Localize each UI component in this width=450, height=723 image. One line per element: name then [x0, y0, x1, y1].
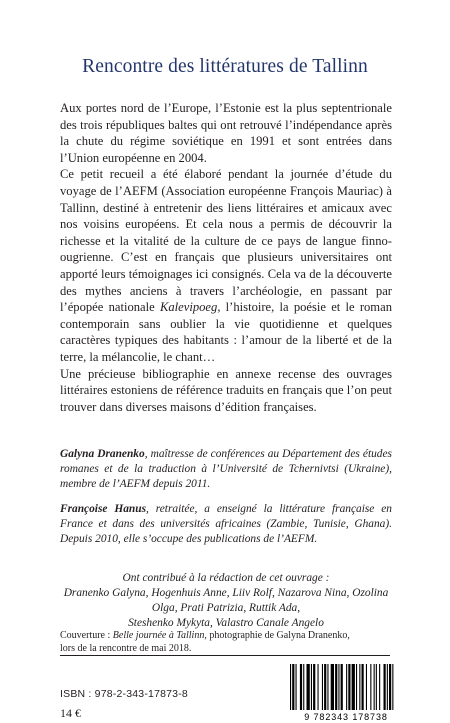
barcode-bar	[322, 664, 323, 710]
barcode-bar	[338, 664, 339, 710]
contributors-line-2: Olga, Prati Patrizia, Ruttik Ada,	[151, 602, 301, 614]
paragraph-3: Une précieuse bibliographie en annexe recense des ouvrages littéraires estoniens de référence traduits en français que l’on peut trouver dans diverses maisons d’édition françaises.	[60, 366, 392, 414]
barcode-bar	[366, 664, 367, 710]
paragraph-2	[60, 166, 392, 365]
barcode-bar	[296, 664, 297, 710]
barcode-bar	[348, 664, 350, 710]
author-bio-dranenko-text: , maîtresse de conférences au Département des études romanes et de la traduction à l’Université de Tchernivtsi (Ukraine), membre de l’AEFM depuis 2011.	[60, 448, 392, 490]
paragraph-1: Aux portes nord de l’Europe, l’Estonie est la plus septentrionale des trois républiques baltes qui ont retrouvé l’indépendance après la chute du régime soviétique en 1991 et sont entrées dans l’Union européenne en 2004.	[60, 101, 392, 165]
barcode-bar	[376, 664, 377, 710]
barcode-bar	[292, 664, 294, 710]
barcode-bar	[352, 664, 355, 710]
summary-text	[60, 100, 392, 415]
barcode-bar	[290, 664, 291, 710]
barcode-bar	[318, 664, 319, 710]
barcode-bar	[313, 664, 315, 710]
cover-credit-prefix: Couverture :	[60, 630, 113, 641]
cover-credit	[60, 629, 400, 655]
author-name-dranenko: Galyna Dranenko	[60, 448, 145, 460]
isbn-label: ISBN : 978-2-343-17873-8	[60, 688, 188, 700]
barcode-bar	[324, 664, 326, 710]
barcode-bar	[307, 664, 310, 710]
paragraph-2-part-a: Ce petit recueil a été élaboré pendant la journée d’étude du voyage de l’AEFM (Association européenne François Mauriac) à Tallinn, destiné à entretenir des liens littéraires et amicaux avec nos voisins européens. Et cela nous a permis de découvrir la richesse et la vitalité de la culture de ce pays de langue finno-ougrienne. C’est en français que plusieurs universitaires ont apporté leurs témoignages ici consignés. Cela va de la découverte des mythes anciens à travers l’archéologie, en passant par l’épopée nationale	[60, 167, 392, 315]
contributors-line-1: Dranenko Galyna, Hogenhuis Anne, Liiv Rolf, Nazarova Nina, Ozolina	[63, 587, 389, 599]
author-bio-hanus	[60, 502, 392, 547]
epic-title: Kalevipoeg	[159, 300, 218, 315]
barcode-bar	[303, 664, 304, 710]
cover-photo-title: Belle journée à Tallinn	[112, 630, 205, 641]
barcode-bar	[359, 664, 360, 710]
barcode-bar	[331, 664, 334, 710]
barcode-bar	[327, 664, 328, 710]
price-label: 14 €	[60, 706, 81, 720]
barcode-bar	[341, 664, 343, 710]
paragraph-2-part-b: , l’histoire, la poésie et le roman contemporain sans oublier la vie quotidienne et quelques caractères typiques des habitants : l’amour de la liberté et de la terre, la mélancolie, le chant…	[60, 300, 392, 364]
barcode-bar	[379, 664, 380, 710]
barcode-bar	[346, 664, 347, 710]
cover-credit-line-2: lors de la rencontre de mai 2018.	[60, 643, 192, 654]
barcode-bar	[300, 664, 302, 710]
contributors-heading: Ont contribué à la rédaction de cet ouvrage :	[122, 572, 330, 584]
barcode-bar	[374, 664, 375, 710]
contributors-block	[60, 571, 392, 631]
contributors-line-3: Steshenko Mykyta, Valastro Canale Angelo	[128, 617, 324, 629]
barcode-icon	[286, 664, 406, 712]
author-name-hanus: Françoise Hanus	[60, 503, 147, 515]
barcode-bar	[311, 664, 312, 710]
barcode-bar	[387, 664, 388, 710]
book-title: Rencontre des littératures de Tallinn	[82, 56, 368, 77]
barcode-bar	[392, 664, 393, 710]
barcode-bar	[356, 664, 357, 710]
author-bio-hanus-text: , retraitée, a enseigné la littérature française en France et dans des universités africaines (Zambie, Tunisie, Ghana). Depuis 2010, elle s’occupe des publications de l’AEFM.	[60, 503, 392, 545]
barcode-digits: 9 782343 178738	[304, 712, 388, 722]
barcode-bar	[370, 664, 371, 710]
cover-credit-suffix: , photographie de Galyna Dranenko,	[204, 630, 350, 641]
barcode-bar	[389, 664, 391, 710]
divider-line	[60, 655, 390, 656]
barcode-bar	[384, 664, 386, 710]
author-bio-dranenko	[60, 447, 392, 492]
barcode-bar	[335, 664, 337, 710]
barcode-bar	[362, 664, 364, 710]
